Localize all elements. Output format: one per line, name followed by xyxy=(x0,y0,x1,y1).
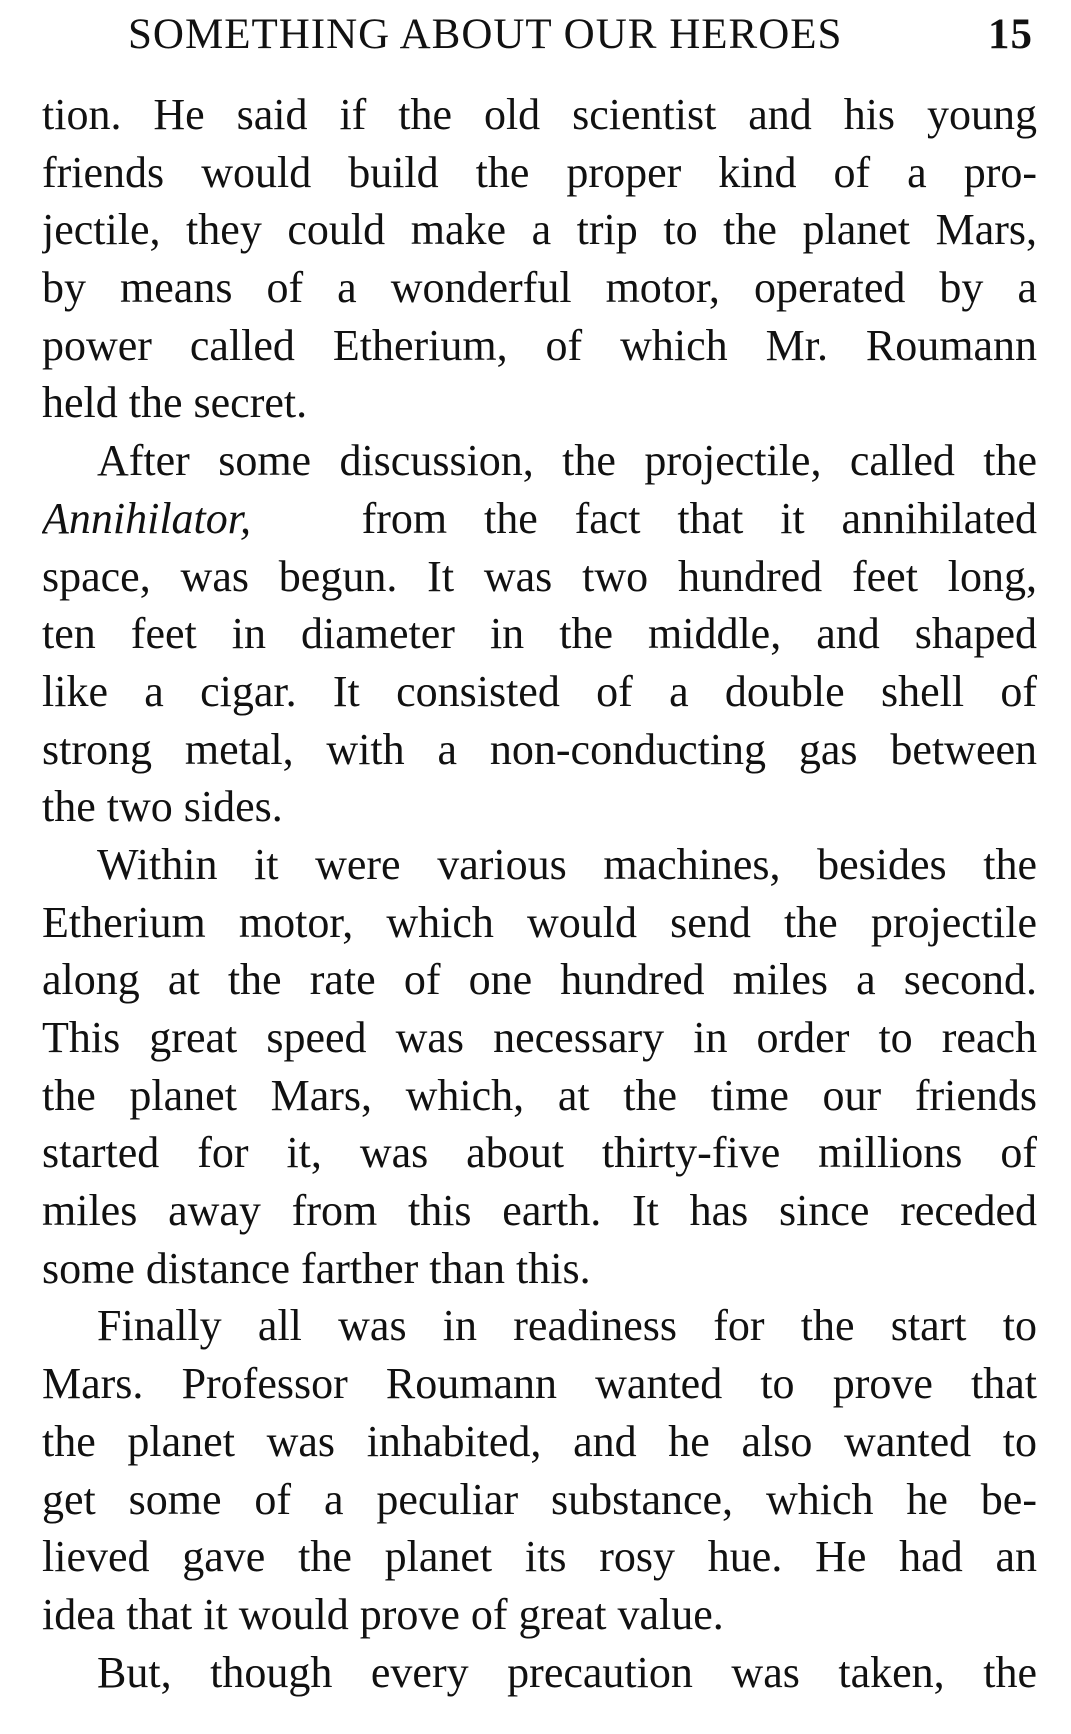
text-line: miles away from this earth. It has since receded xyxy=(42,1186,1037,1236)
text-line: Etherium motor, which would send the projectile xyxy=(42,897,1037,947)
text-line: jectile, they could make a trip to the planet Mars, xyxy=(42,205,1037,255)
text-line: get some of a peculiar substance, which he be- xyxy=(42,1474,1037,1524)
text-line: ten feet in diameter in the middle, and shaped xyxy=(42,609,1037,659)
text-line: lieved gave the planet its rosy hue. He had an xyxy=(42,1532,1037,1582)
page-number: 15 xyxy=(988,11,1033,58)
text-line: the planet was inhabited, and he also wanted to xyxy=(42,1416,1037,1466)
text-line: idea that it would prove of great value. xyxy=(42,1589,724,1639)
text-line: power called Etherium, of which Mr. Roumann xyxy=(42,320,1037,370)
text-line: by means of a wonderful motor, operated by a xyxy=(42,263,1037,313)
text-line: Within it were various machines, besides the xyxy=(97,839,1037,889)
text-line: space, was begun. It was two hundred feet long, xyxy=(42,551,1037,601)
text-line: held the secret. xyxy=(42,378,308,428)
text-line: After some discussion, the projectile, called the xyxy=(97,436,1037,486)
text-line: like a cigar. It consisted of a double shell of xyxy=(42,666,1037,716)
text-line: strong metal, with a non-conducting gas between xyxy=(42,724,1037,774)
text-line: tion. He said if the old scientist and his young xyxy=(42,90,1037,139)
running-head xyxy=(128,10,1033,70)
text-line: This great speed was necessary in order to reach xyxy=(42,1013,1037,1062)
text-line: Finally all was in readiness for the start to xyxy=(97,1301,1037,1351)
text-line: along at the rate of one hundred miles a second. xyxy=(42,955,1037,1005)
chapter-title: SOMETHING ABOUT OUR HEROES xyxy=(128,11,843,58)
text-line: the two sides. xyxy=(42,782,283,832)
body-text xyxy=(42,86,1037,1701)
text-line: friends would build the proper kind of a pro- xyxy=(42,147,1037,197)
text-line-with-italic xyxy=(42,490,1037,548)
text-line-rest: from the fact that it annihilated xyxy=(361,493,1037,543)
text-line: the planet Mars, which, at the time our friends xyxy=(42,1070,1037,1120)
text-line: But, though every precaution was taken, the xyxy=(97,1647,1037,1697)
text-line: Mars. Professor Roumann wanted to prove that xyxy=(42,1359,1037,1409)
text-line: started for it, was about thirty-five millions of xyxy=(42,1128,1037,1178)
italic-ship-name: Annihilator, xyxy=(42,493,252,543)
text-line: some distance farther than this. xyxy=(42,1243,591,1293)
